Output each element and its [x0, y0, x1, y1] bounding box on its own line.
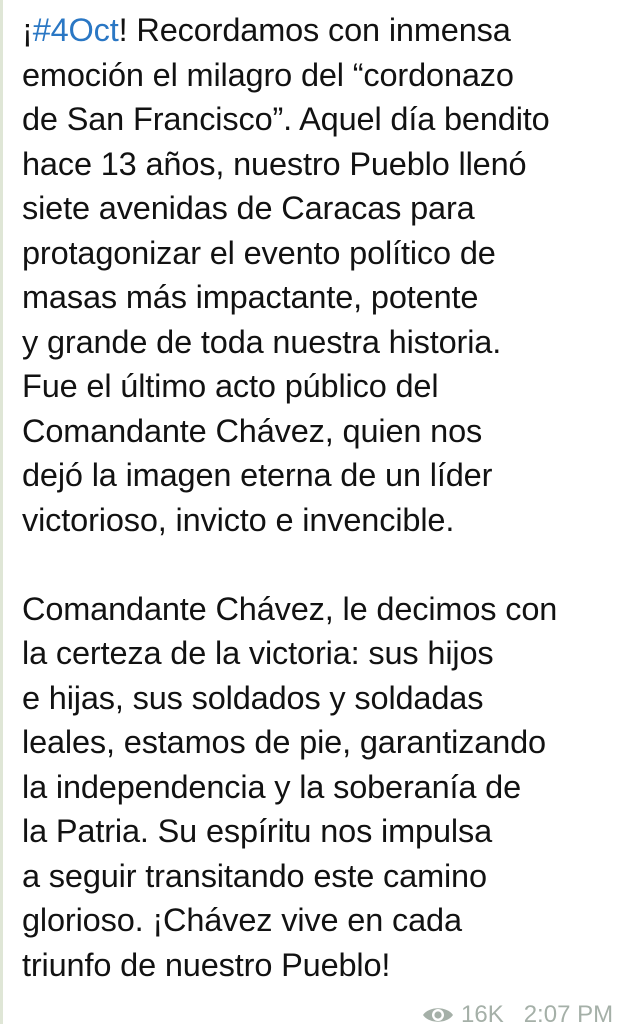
message-line-text: ! Recordamos con inmensa	[118, 12, 511, 48]
message-line: Fue el último acto público del	[22, 368, 439, 404]
hashtag-link[interactable]: #4Oct	[32, 12, 119, 48]
message-line: emoción el milagro del “cordonazo	[22, 56, 514, 93]
message-line: glorioso. ¡Chávez vive en cada	[22, 902, 462, 938]
eye-icon	[421, 1003, 455, 1024]
message-line: Comandante Chávez, le decimos con	[22, 590, 558, 627]
message-line: siete avenidas de Caracas para	[22, 190, 475, 226]
message-line: dejó la imagen eterna de un líder	[22, 457, 493, 493]
message-line: y grande de toda nuestra historia.	[22, 323, 502, 360]
message-line: Comandante Chávez, quien nos	[22, 412, 483, 449]
message-line: de San Francisco”. Aquel día bendito	[22, 101, 550, 137]
message-line: masas más impactante, potente	[22, 279, 479, 315]
message-text	[22, 8, 625, 987]
views-count: 16K	[461, 1001, 504, 1024]
message-line: la independencia y la soberanía de	[22, 768, 522, 805]
message-line: a seguir transitando este camino	[22, 857, 487, 894]
message-line: victorioso, invicto e invencible.	[22, 501, 455, 538]
message-line: la certeza de la victoria: sus hijos	[22, 635, 494, 671]
message-line: la Patria. Su espíritu nos impulsa	[22, 813, 492, 849]
message-meta	[421, 1000, 613, 1024]
message-line	[22, 8, 625, 53]
hashtag-prefix: ¡	[22, 12, 33, 48]
message-time: 2:07 PM	[523, 1001, 614, 1024]
message-line: hace 13 años, nuestro Pueblo llenó	[22, 145, 527, 182]
message-line: triunfo de nuestro Pueblo!	[22, 946, 391, 983]
message-line: e hijas, sus soldados y soldadas	[22, 679, 484, 716]
paragraph-break	[22, 542, 625, 587]
message-line: leales, estamos de pie, garantizando	[22, 724, 546, 760]
message-line: protagonizar el evento político de	[22, 234, 496, 271]
